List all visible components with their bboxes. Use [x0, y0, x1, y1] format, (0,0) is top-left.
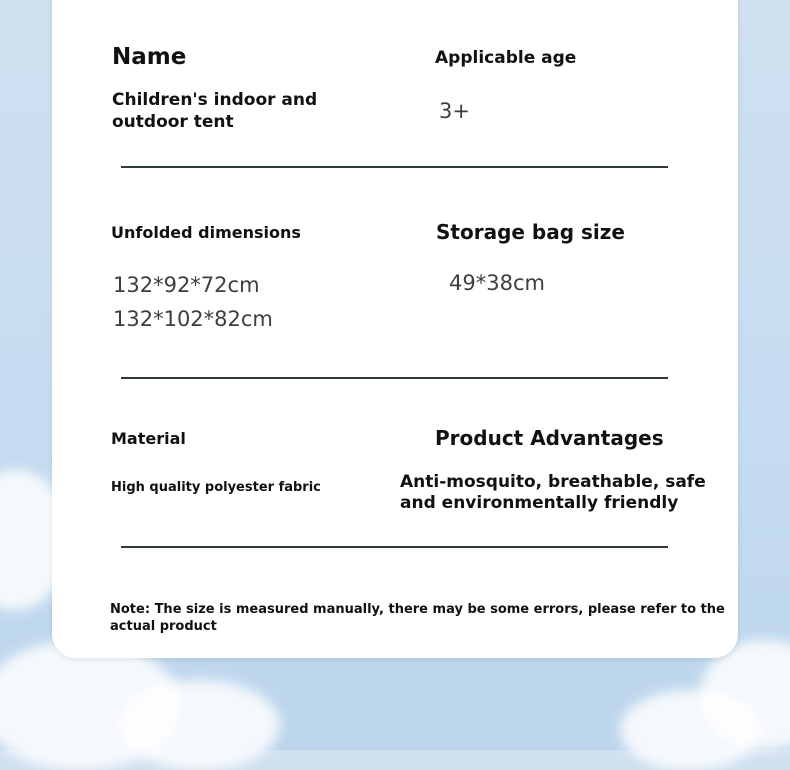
age-label: Applicable age: [435, 48, 577, 68]
divider-3: [121, 546, 668, 548]
name-value-line1: Children's indoor and: [112, 90, 318, 110]
product-advantages-line1: Anti-mosquito, breathable, safe: [400, 472, 706, 492]
divider-1: [121, 166, 668, 168]
cloud-bottom-right: [620, 690, 760, 770]
name-label: Name: [112, 44, 187, 70]
material-label: Material: [111, 429, 186, 448]
cloud-bottom-mid: [120, 680, 280, 770]
divider-2: [121, 377, 668, 379]
unfolded-dimensions-value-1: 132*92*72cm: [113, 273, 260, 297]
age-value: 3+: [439, 99, 470, 123]
material-value: High quality polyester fabric: [111, 480, 321, 495]
product-advantages-label: Product Advantages: [435, 426, 664, 450]
name-value-line2: outdoor tent: [112, 112, 234, 132]
note-line1: Note: The size is measured manually, there may be some errors, please refer to the: [110, 602, 725, 617]
storage-bag-value: 49*38cm: [449, 271, 545, 295]
unfolded-dimensions-value-2: 132*102*82cm: [113, 307, 273, 331]
storage-bag-label: Storage bag size: [436, 220, 625, 244]
product-advantages-line2: and environmentally friendly: [400, 493, 679, 513]
note-line2: actual product: [110, 619, 217, 634]
unfolded-dimensions-label: Unfolded dimensions: [111, 223, 301, 242]
